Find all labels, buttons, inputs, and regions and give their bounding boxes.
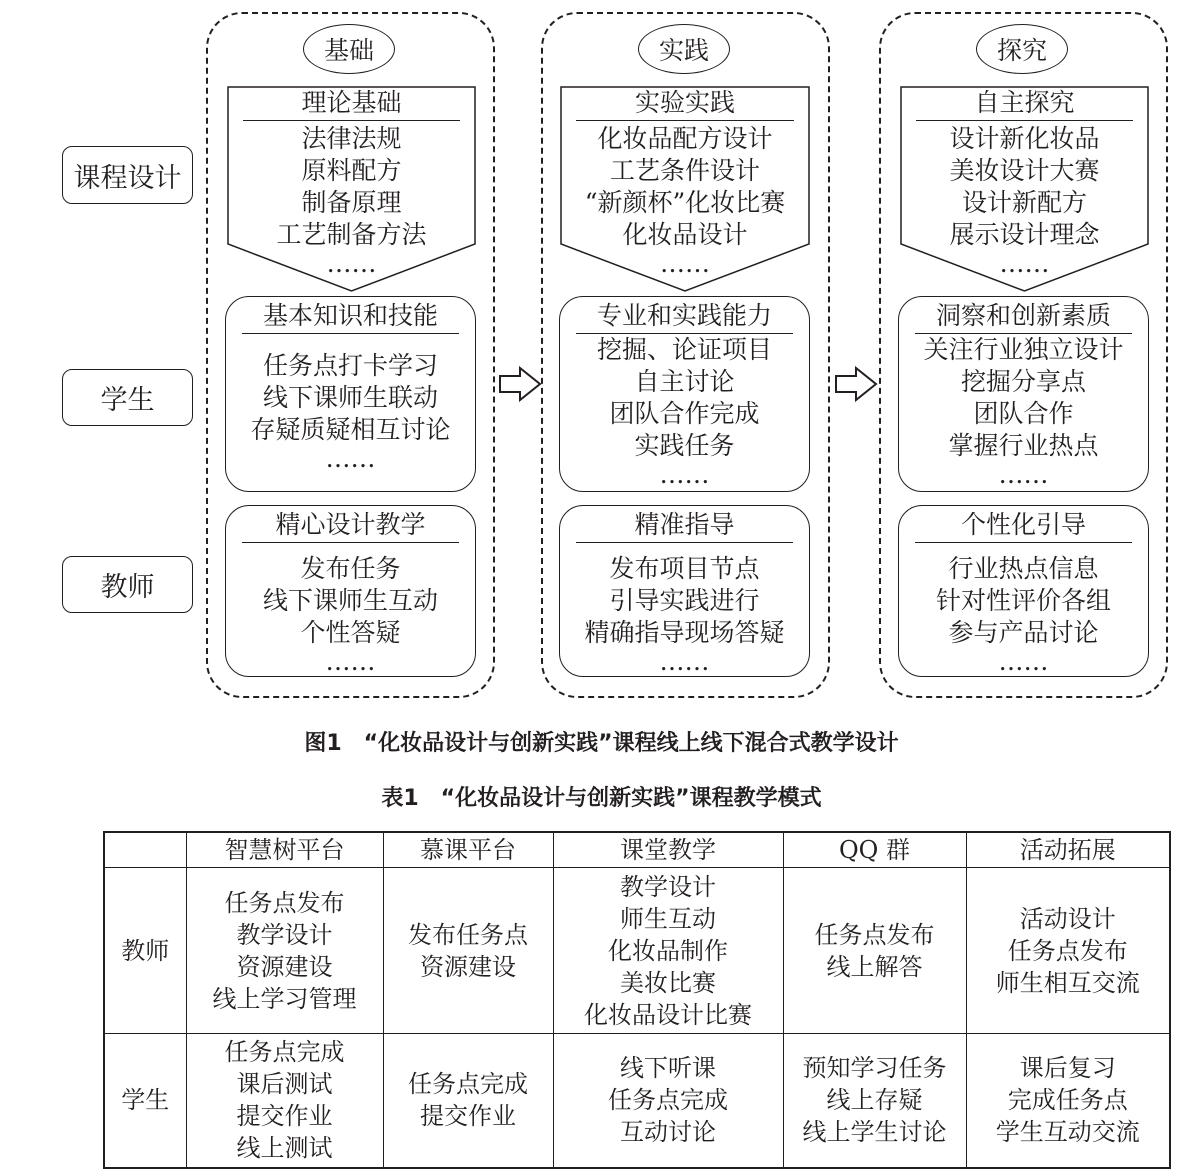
- course-box-basic: [227, 88, 476, 277]
- list-item: 原料配方: [301, 156, 402, 185]
- item-list: [560, 334, 809, 488]
- course-box-explore: [900, 88, 1149, 277]
- list-item: 展示设计理念: [949, 220, 1100, 249]
- list-item: 任务点打卡学习: [262, 351, 438, 380]
- list-item: 线下课师生互动: [262, 586, 438, 615]
- list-item: 精确指导现场答疑: [584, 618, 785, 647]
- list-item: 存疑质疑相互讨论: [250, 415, 451, 444]
- list-item: ……: [660, 249, 710, 278]
- student-box-basic: [225, 296, 476, 492]
- list-item: 制备原理: [301, 188, 402, 217]
- list-item: 团队合作: [973, 399, 1074, 428]
- table-header-cell: 课堂教学: [553, 832, 783, 868]
- list-item: 挖掘分享点: [960, 367, 1086, 396]
- table-cell: 任务点完成 提交作业: [383, 1034, 553, 1168]
- list-item: 掌握行业热点: [948, 431, 1099, 460]
- table-header-row: [104, 832, 1170, 868]
- box-title: 自主探究: [974, 88, 1075, 117]
- box-title: 洞察和创新素质: [935, 301, 1111, 330]
- list-item: 参与产品讨论: [948, 618, 1099, 647]
- table-header-cell: 智慧树平台: [186, 832, 383, 868]
- row-label-course-design: 课程设计: [62, 146, 193, 204]
- box-title: 精心设计教学: [275, 510, 426, 539]
- student-box-explore: [898, 296, 1149, 492]
- box-title: 基本知识和技能: [262, 301, 438, 330]
- list-item: 设计新配方: [961, 188, 1087, 217]
- list-item: ……: [998, 460, 1049, 489]
- box-title: 理论基础: [301, 88, 402, 117]
- table-header-cell: 活动拓展: [966, 832, 1170, 868]
- arrow-right-icon: [834, 366, 878, 402]
- box-title: 精准指导: [634, 510, 735, 539]
- list-item: 美妆设计大赛: [949, 156, 1100, 185]
- list-item: 化妆品配方设计: [597, 124, 773, 153]
- list-item: 线下课师生联动: [262, 383, 438, 412]
- list-item: 发布任务: [300, 554, 401, 583]
- arrow-right-icon: [498, 366, 542, 402]
- table-cell: 任务点发布 线上解答: [783, 868, 966, 1034]
- table-cell: 预知学习任务 线上存疑 线上学生讨论: [783, 1034, 966, 1168]
- teacher-box-basic: [225, 505, 476, 677]
- row-label-student: 学生: [62, 369, 193, 426]
- list-item: 自主讨论: [634, 367, 735, 396]
- table-cell: 活动设计 任务点发布 师生相互交流: [966, 868, 1170, 1034]
- table-row: [104, 868, 1170, 1034]
- box-title: 专业和实践能力: [596, 301, 772, 330]
- item-list: [560, 553, 809, 675]
- teacher-box-explore: [898, 505, 1149, 677]
- list-item: 行业热点信息: [948, 554, 1099, 583]
- teaching-mode-table: [103, 831, 1171, 1169]
- list-item: 化妆品设计: [622, 220, 748, 249]
- row-header-cell: 学生: [104, 1034, 186, 1168]
- table-cell: 发布任务点 资源建设: [383, 868, 553, 1034]
- table-cell: 线下听课 任务点完成 互动讨论: [553, 1034, 783, 1168]
- list-item: 团队合作完成: [609, 399, 760, 428]
- item-list: [899, 334, 1148, 488]
- item-list: [227, 123, 476, 277]
- table-cell: 任务点完成 课后测试 提交作业 线上测试: [186, 1034, 383, 1168]
- list-item: 发布项目节点: [609, 554, 760, 583]
- table-header-cell: 慕课平台: [383, 832, 553, 868]
- list-item: ……: [659, 647, 710, 676]
- list-item: 设计新化妆品: [949, 124, 1100, 153]
- figure-caption: 图1 “化妆品设计与创新实践”课程线上线下混合式教学设计: [304, 731, 899, 756]
- list-item: 个性答疑: [300, 618, 401, 647]
- list-item: 关注行业独立设计: [923, 335, 1124, 364]
- list-item: 实践任务: [634, 431, 735, 460]
- list-item: ……: [325, 647, 376, 676]
- course-box-practice: [560, 88, 810, 277]
- list-item: ……: [325, 444, 376, 473]
- stage-oval-explore: 探究: [976, 24, 1068, 74]
- stage-oval-practice: 实践: [638, 24, 730, 74]
- table-header-cell: QQ 群: [783, 832, 966, 868]
- row-header-cell: 教师: [104, 868, 186, 1034]
- item-list: [226, 553, 475, 675]
- list-item: ……: [998, 647, 1049, 676]
- teacher-box-practice: [559, 505, 810, 677]
- item-list: [226, 350, 475, 472]
- student-box-practice: [559, 296, 810, 492]
- list-item: ……: [999, 249, 1050, 278]
- box-title: 实验实践: [634, 88, 735, 117]
- list-item: 工艺条件设计: [609, 156, 760, 185]
- row-label-teacher: 教师: [62, 556, 193, 613]
- item-list: [560, 123, 810, 277]
- item-list: [899, 553, 1148, 675]
- stage-oval-basic: 基础: [303, 24, 395, 74]
- list-item: 针对性评价各组: [935, 586, 1111, 615]
- table-cell: 课后复习 完成任务点 学生互动交流: [966, 1034, 1170, 1168]
- list-item: 法律法规: [301, 124, 402, 153]
- table-caption: 表1 “化妆品设计与创新实践”课程教学模式: [381, 786, 822, 811]
- table-cell: 教学设计 师生互动 化妆品制作 美妆比赛 化妆品设计比赛: [553, 868, 783, 1034]
- table-header-cell: [104, 832, 186, 868]
- list-item: “新颜杯”化妆比赛: [584, 188, 786, 217]
- table-cell: 任务点发布 教学设计 资源建设 线上学习管理: [186, 868, 383, 1034]
- list-item: 工艺制备方法: [276, 220, 427, 249]
- table-row: [104, 1034, 1170, 1168]
- item-list: [900, 123, 1149, 277]
- list-item: ……: [659, 460, 710, 489]
- list-item: ……: [326, 249, 377, 278]
- list-item: 引导实践进行: [609, 586, 760, 615]
- box-title: 个性化引导: [960, 510, 1086, 539]
- list-item: 挖掘、论证项目: [596, 335, 772, 364]
